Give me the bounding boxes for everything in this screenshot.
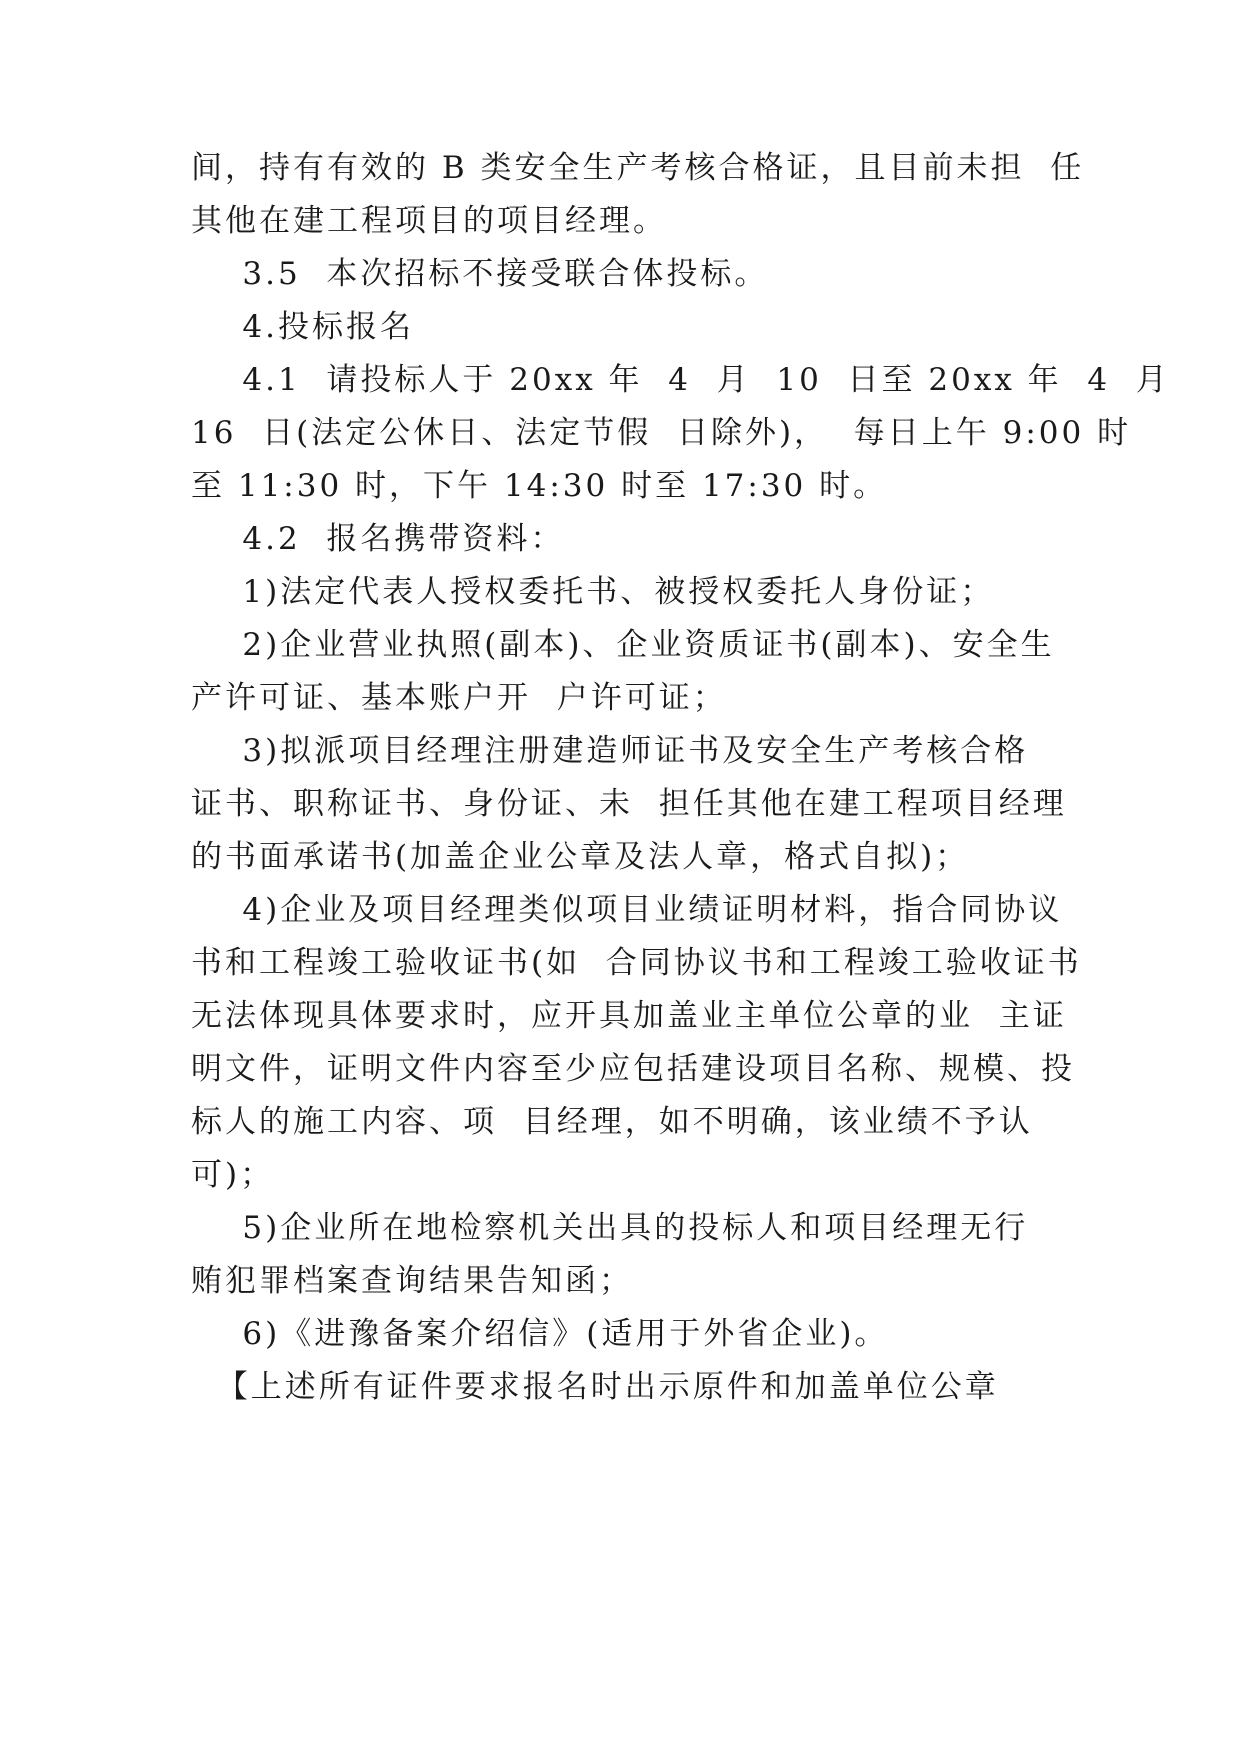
text-line: 标人的施工内容、项 目经理，如不明确，该业绩不予认	[191, 1104, 1033, 1140]
text-line: 书和工程竣工验收证书(如 合同协议书和工程竣工验收证书	[191, 945, 1082, 981]
text-line: 证书、职称证书、身份证、未 担任其他在建工程项目经理	[191, 786, 1067, 822]
text-line: 4)企业及项目经理类似项目业绩证明材料，指合同协议	[191, 892, 1063, 928]
text-line: 明文件，证明文件内容至少应包括建设项目名称、规模、投	[191, 1051, 1075, 1087]
text-line: 4.投标报名	[191, 309, 414, 345]
text-line: 1)法定代表人授权委托书、被授权委托人身份证；	[191, 574, 995, 610]
text-line: 6)《进豫备案介绍信》(适用于外省企业)。	[191, 1316, 889, 1352]
text-line: 5)企业所在地检察机关出具的投标人和项目经理无行	[191, 1210, 1029, 1246]
text-line: 产许可证、基本账户开 户许可证；	[191, 680, 727, 716]
text-line: 可)；	[191, 1157, 275, 1193]
text-line: 【上述所有证件要求报名时出示原件和加盖单位公章	[191, 1369, 999, 1405]
text-line: 的书面承诺书(加盖企业公章及法人章，格式自拟)；	[191, 839, 970, 875]
text-line: 16 日(法定公休日、法定节假 日除外)， 每日上午 9:00 时	[191, 415, 1132, 451]
text-line: 至 11:30 时，下午 14:30 时至 17:30 时。	[191, 468, 888, 504]
text-line: 无法体现具体要求时，应开具加盖业主单位公章的业 主证	[191, 998, 1067, 1034]
text-line: 2)企业营业执照(副本)、企业资质证书(副本)、安全生	[191, 627, 1055, 663]
text-line: 其他在建工程项目的项目经理。	[191, 203, 667, 239]
text-line: 3.5 本次招标不接受联合体投标。	[191, 256, 769, 292]
text-line: 3)拟派项目经理注册建造师证书及安全生产考核合格	[191, 733, 1029, 769]
text-line: 贿犯罪档案查询结果告知函；	[191, 1263, 633, 1299]
text-line: 间，持有有效的 B 类安全生产考核合格证，且目前未担 任	[191, 150, 1085, 186]
text-line: 4.2 报名携带资料：	[191, 521, 565, 557]
text-line: 4.1 请投标人于 20xx 年 4 月 10 日至 20xx 年 4 月	[191, 362, 1170, 398]
